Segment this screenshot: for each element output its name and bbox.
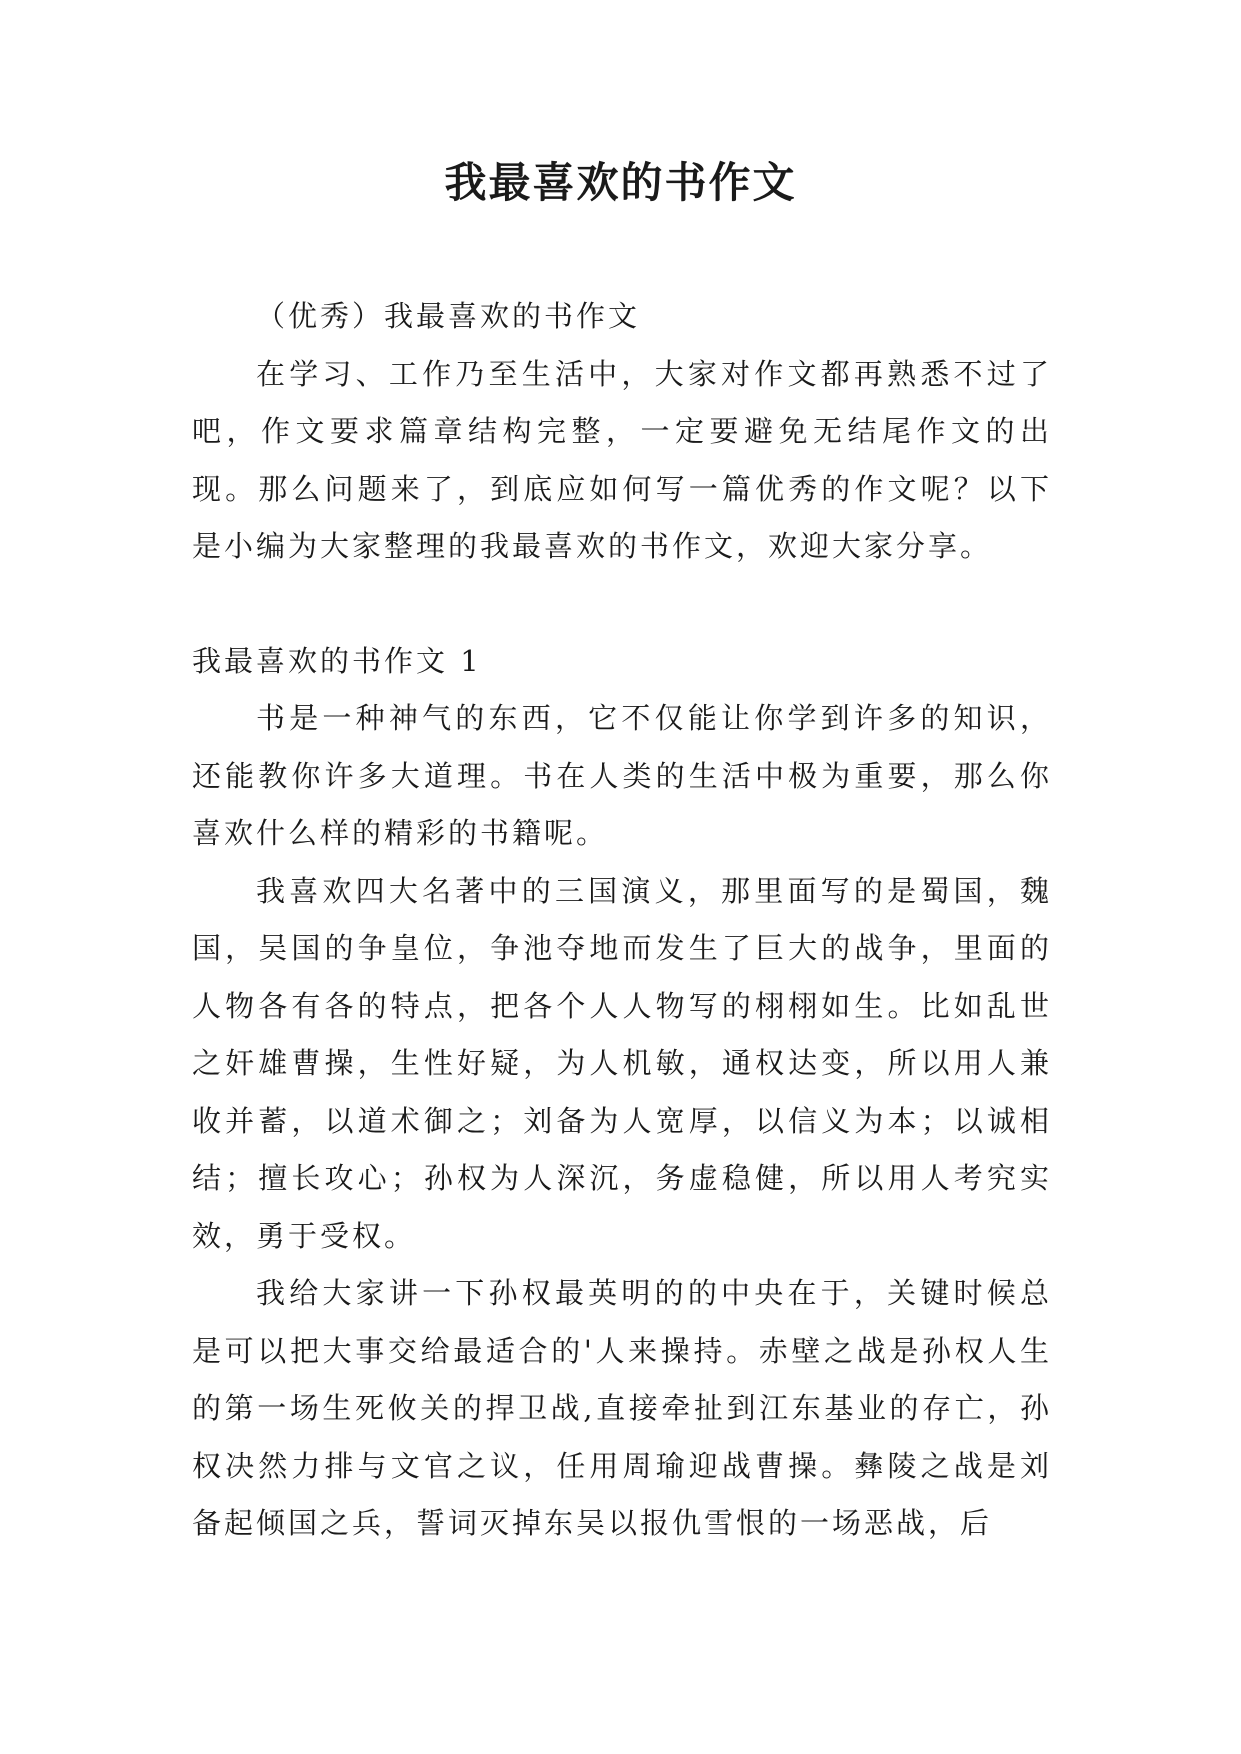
- document-subtitle: （优秀）我最喜欢的书作文: [256, 299, 641, 333]
- body-paragraph: 我喜欢四大名著中的三国演义，那里面写的是蜀国，魏国，吴国的争皇位，争池夺地而发生了巨大的战争，里面的人物各有各的特点，把各个人人物写的栩栩如生。比如乱世之奸雄曹操，生性好疑，为人机敏，通权达变，所以用人兼收并蓄，以道术御之；刘备为人宽厚，以信义为本；以诚相结；擅长攻心；孙权为人深沉，务虚稳健，所以用人考究实效，勇于受权。: [192, 873, 1052, 1253]
- document-body: [192, 288, 1052, 1553]
- document-title: 我最喜欢的书作文: [444, 158, 797, 207]
- body-paragraph: 书是一种神气的东西，它不仅能让你学到许多的知识，还能教你许多大道理。书在人类的生活中极为重要，那么你喜欢什么样的精彩的书籍呢。: [192, 701, 1052, 850]
- section-heading: 我最喜欢的书作文 1: [192, 643, 482, 678]
- body-paragraph: 我给大家讲一下孙权最英明的的中央在于，关键时候总是可以把大事交给最适合的'人来操持。赤壁之战是孙权人生的第一场生死攸关的捍卫战,直接牵扯到江东基业的存亡，孙权决然力排与文官之议，任用周瑜迎战曹操。彝陵之战是刘备起倾国之兵，誓词灭掉东吴以报仇雪恨的一场恶战，后: [192, 1276, 1052, 1540]
- intro-paragraph: 在学习、工作乃至生活中，大家对作文都再熟悉不过了吧，作文要求篇章结构完整，一定要避免无结尾作文的出现。那么问题来了，到底应如何写一篇优秀的作文呢？以下是小编为大家整理的我最喜欢的书作文，欢迎大家分享。: [192, 356, 1052, 563]
